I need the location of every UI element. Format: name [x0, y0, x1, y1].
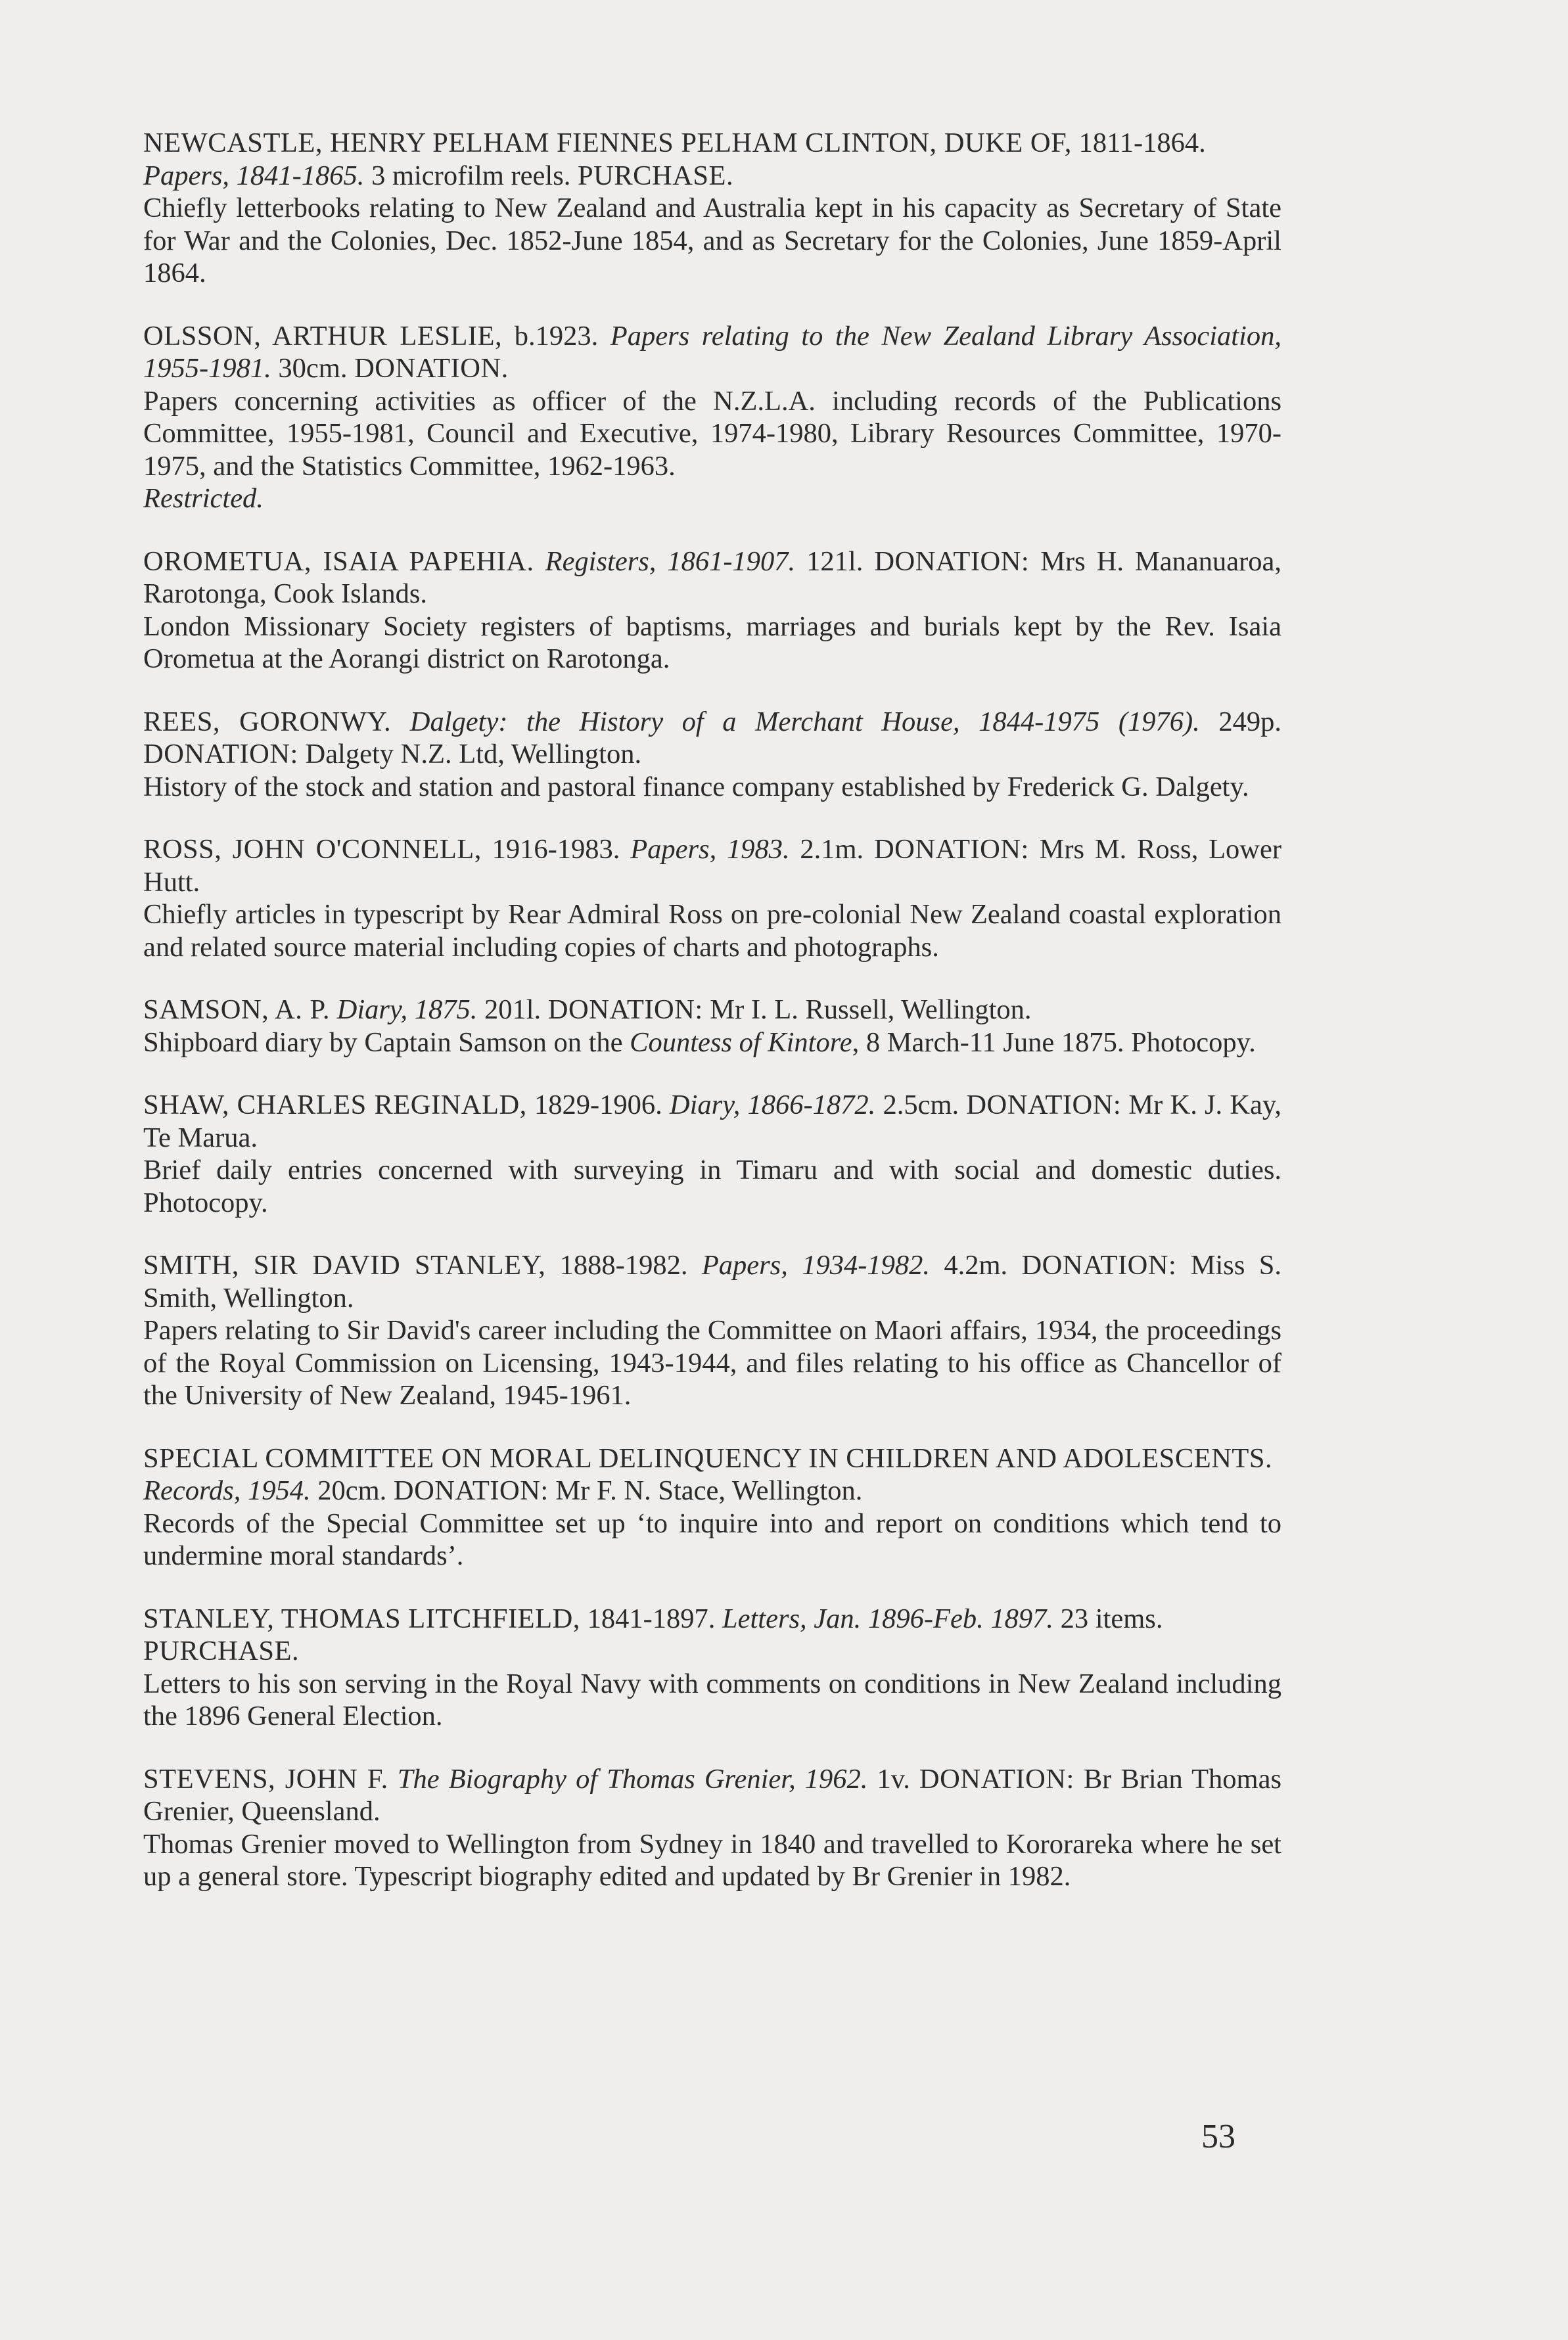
entry-description: Records of the Special Committee set up ‘to inquire into and report on conditions which tend to undermine moral standards’. — [143, 1507, 1281, 1571]
entry-acquisition: DONATION: — [1021, 1250, 1177, 1281]
entry-acquisition: DONATION: — [873, 834, 1029, 865]
entry-dates — [534, 546, 545, 577]
entry-acquisition: DONATION. — [354, 353, 509, 384]
page-number: 53 — [1201, 2118, 1235, 2155]
entry-extent: 1v. — [867, 1763, 919, 1795]
catalogue-entry-rees — [143, 706, 1281, 804]
entry-heading: SMITH, SIR DAVID STANLEY, — [143, 1250, 546, 1281]
entry-extent: 201l. — [477, 994, 548, 1025]
catalogue-entry-stevens — [143, 1763, 1281, 1893]
entry-donor: Mr I. L. Russell, Wellington. — [703, 994, 1032, 1025]
entry-donor: Br Brian Thomas Grenier, Queensland. — [143, 1763, 1282, 1827]
catalogue-entry-special-committee — [143, 1442, 1281, 1572]
entry-description: Chiefly articles in typescript by Rear Admiral Ross on pre-colonial New Zealand coastal exploration and related source material including copies of charts and photographs. — [143, 899, 1281, 963]
entry-description: Papers concerning activities as officer of the N.Z.L.A. including records of the Publications Committee, 1955-1981, Council and Executive, 1974-1980, Library Resources Committee, 1970-1975, and the Statistics Committee, 1962-1963. — [143, 385, 1281, 482]
entry-dates: 1811-1864. — [1071, 127, 1206, 158]
entry-extent: 3 microfilm reels. — [364, 160, 578, 191]
entry-acquisition: DONATION: — [966, 1090, 1122, 1120]
entry-description: Chiefly letterbooks relating to New Zealand and Australia kept in his capacity as Secretary of State for War and the Colonies, Dec. 1852-June 1854, and as Secretary for the Colonies, June 1859-April 1864. — [143, 193, 1281, 288]
entry-title: Papers relating to the New Zealand Library Association, 1955-1981. — [143, 320, 1282, 384]
entry-heading: SAMSON, A. P. — [143, 994, 331, 1025]
entry-acquisition: PURCHASE. — [578, 160, 734, 191]
catalogue-entry-stanley — [143, 1603, 1281, 1733]
entry-description: Brief daily entries concerned with surveying in Timaru and with social and domestic duties. Photocopy. — [143, 1155, 1281, 1218]
entry-description: History of the stock and station and pastoral finance company established by Frederick G. Dalgety. — [143, 771, 1249, 802]
entry-dates: 1829-1906. — [526, 1090, 670, 1120]
entry-title: Diary, 1866-1872. — [669, 1090, 876, 1120]
entry-donor: Mr K. J. Kay, Te Marua. — [143, 1090, 1282, 1153]
entry-note: Restricted. — [143, 483, 264, 514]
entry-acquisition: DONATION: — [547, 994, 703, 1025]
entry-heading: STEVENS, JOHN F. — [143, 1763, 388, 1795]
entry-description: London Missionary Society registers of baptisms, marriages and burials kept by the Rev. Isaia Orometua at the Aorangi district on Rarotonga. — [143, 610, 1281, 674]
entry-extent: 20cm. — [310, 1475, 394, 1506]
entry-extent: 4.2m. — [929, 1250, 1022, 1281]
entry-heading: STANLEY, THOMAS LITCHFIELD, — [143, 1603, 580, 1634]
entry-heading: SHAW, CHARLES REGINALD, — [143, 1090, 527, 1120]
entry-extent: 249p. — [1199, 706, 1282, 737]
entry-heading: SPECIAL COMMITTEE ON MORAL DELINQUENCY IN CHILDREN AND ADOLESCENTS. — [143, 1442, 1273, 1474]
entry-acquisition: DONATION: — [919, 1763, 1074, 1795]
entry-heading: NEWCASTLE, HENRY PELHAM FIENNES PELHAM CLINTON, DUKE OF, — [143, 127, 1072, 158]
entry-dates: 1841-1897. — [580, 1603, 722, 1634]
entry-donor: Dalgety N.Z. Ltd, Wellington. — [298, 739, 642, 769]
catalogue-entry-ross — [143, 833, 1281, 963]
catalogue-entry-olsson — [143, 320, 1281, 515]
entry-dates — [391, 706, 410, 737]
entry-description — [143, 1026, 1281, 1059]
entry-donor: Miss S. Smith, Wellington. — [143, 1250, 1281, 1314]
entry-acquisition: PURCHASE. — [143, 1636, 300, 1666]
entry-title: Diary, 1875. — [336, 994, 478, 1025]
entry-heading: ROSS, JOHN O'CONNELL, — [143, 834, 482, 865]
entry-donor: Mr F. N. Stace, Wellington. — [548, 1475, 863, 1506]
entry-dates: 1916-1983. — [481, 834, 631, 865]
entry-dates — [330, 994, 337, 1025]
entry-extent: 2.1m. — [789, 834, 874, 865]
entry-title: Letters, Jan. 1896-Feb. 1897. — [722, 1603, 1053, 1634]
entry-donor: Mrs M. Ross, Lower Hutt. — [143, 834, 1282, 898]
entries-column — [143, 127, 1281, 1923]
entry-dates: 1888-1982. — [545, 1250, 702, 1281]
entry-title: Registers, 1861-1907. — [545, 545, 796, 577]
entry-title: The Biography of Thomas Grenier, 1962. — [397, 1763, 868, 1795]
entry-extent: 23 items. — [1053, 1603, 1163, 1634]
entry-description: Letters to his son serving in the Royal Navy with comments on conditions in New Zealand including the 1896 General Election. — [143, 1668, 1281, 1732]
entry-title: Papers, 1983. — [630, 834, 790, 865]
entry-extent: 30cm. — [271, 353, 355, 384]
entry-acquisition: DONATION: — [874, 545, 1030, 577]
entry-dates: b.1923. — [502, 320, 611, 352]
catalogue-entry-smith — [143, 1249, 1281, 1412]
entry-acquisition: DONATION: — [143, 739, 298, 769]
entry-description-pre: Shipboard diary by Captain Samson on the — [143, 1026, 630, 1058]
entry-title: Records, 1954. — [143, 1475, 311, 1506]
catalogue-entry-orometua — [143, 545, 1281, 676]
entry-title: Papers, 1934-1982. — [701, 1250, 930, 1281]
entry-extent: 121l. — [795, 545, 875, 577]
entry-description-post: , 8 March-11 June 1875. Photocopy. — [852, 1026, 1256, 1058]
entry-title: Dalgety: the History of a Merchant House, 1844-1975 (1976). — [409, 706, 1200, 737]
catalogue-entry-samson — [143, 994, 1281, 1059]
entry-description-ship-name: Countess of Kintore — [630, 1026, 852, 1058]
catalogue-entry-newcastle — [143, 127, 1281, 290]
entry-extent: 2.5cm. — [875, 1090, 967, 1120]
entry-title: Papers, 1841-1865. — [143, 160, 365, 191]
entry-description: Thomas Grenier moved to Wellington from Sydney in 1840 and travelled to Kororareka where he set up a general store. Typescript biography edited and updated by Br Grenier in 1982. — [143, 1828, 1281, 1892]
catalogue-entry-shaw — [143, 1089, 1281, 1219]
entry-acquisition: DONATION: — [393, 1475, 549, 1506]
entry-heading: OROMETUA, ISAIA PAPEHIA. — [143, 545, 534, 577]
entry-donor: Mrs H. Mananuaroa, Rarotonga, Cook Islands. — [143, 545, 1282, 609]
entry-dates — [388, 1764, 398, 1795]
entry-description: Papers relating to Sir David's career including the Committee on Maori affairs, 1934, the proceedings of the Royal Commission on Licensing, 1943-1944, and files relating to his office as Chancellor of the University of New Zealand, 1945-1961. — [143, 1315, 1281, 1411]
entry-heading: OLSSON, ARTHUR LESLIE, — [143, 320, 503, 352]
entry-heading: REES, GORONWY. — [143, 706, 392, 737]
